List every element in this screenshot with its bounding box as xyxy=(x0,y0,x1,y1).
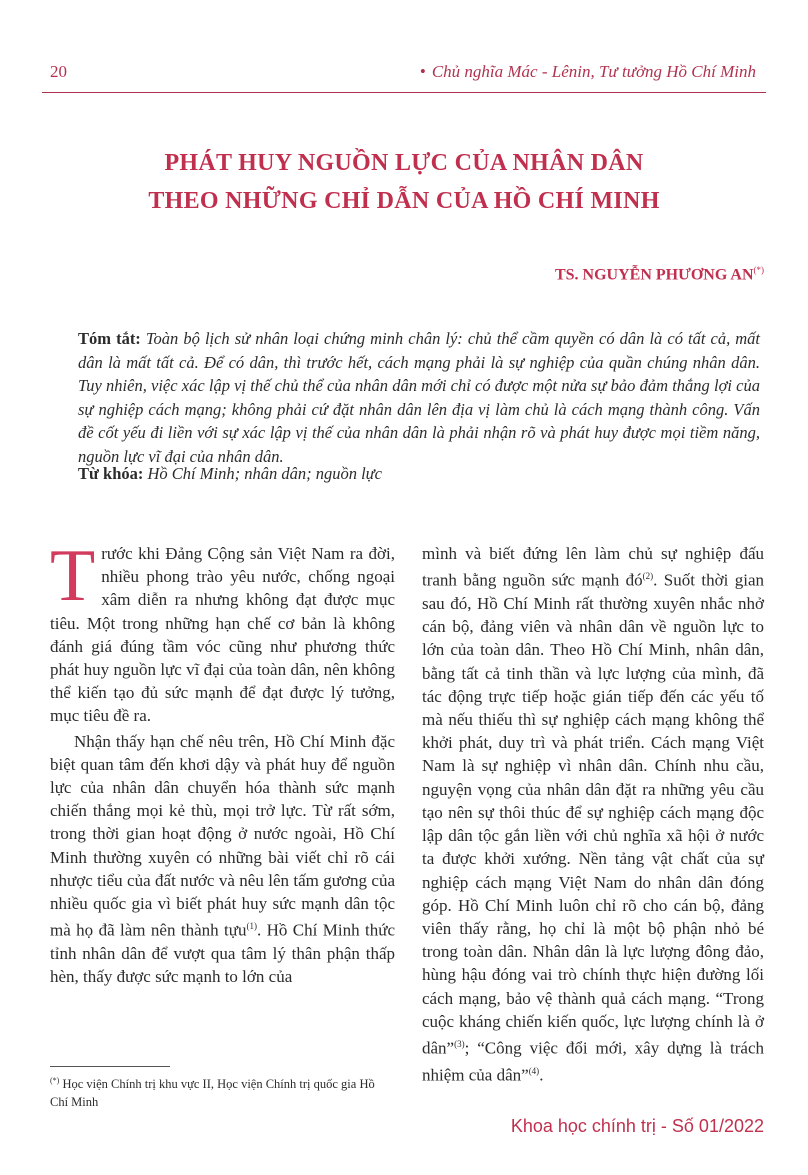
keywords xyxy=(78,464,382,484)
right-text-a: mình và biết đứng lên làm chủ sự nghiệp đấu tranh bằng nguồn sức mạnh đó xyxy=(422,544,764,590)
header-bullet: • xyxy=(419,62,426,81)
paragraph-2 xyxy=(50,730,395,989)
keywords-label: Từ khóa: xyxy=(78,464,144,483)
footnote-divider xyxy=(50,1066,170,1067)
page-number: 20 xyxy=(50,62,67,81)
abstract xyxy=(78,327,760,469)
author xyxy=(555,265,764,284)
right-text-c: ; “Công việc đổi mới, xây dựng là trách nhiệm của dân” xyxy=(422,1038,764,1085)
footnote-mark: (*) xyxy=(50,1076,60,1085)
header-divider xyxy=(42,92,766,93)
journal-section: Chủ nghĩa Mác - Lênin, Tư tưởng Hồ Chí Minh xyxy=(431,62,756,81)
author-name: TS. NGUYỄN PHƯƠNG AN xyxy=(554,266,754,284)
abstract-text: Toàn bộ lịch sử nhân loại chứng minh chân lý: chủ thể cầm quyền có dân là có tất cả, mất dân là mất tất cả. Để có dân, thì trước hết, cách mạng phải là sự nghiệp của quần chúng nhân dân. Tuy nhiên, việc xác lập vị thế chủ thể của nhân dân mới chỉ có được một nửa sự bảo đảm thắng lợi của sự nghiệp cách mạng; không phải cứ đặt nhân dân lên địa vị làm chủ là cách mạng thành công. Vấn đề cốt yếu đi liền với sự xác lập vị thế của nhân dân là phải nhận rõ và phát huy được mọi tiềm năng, nguồn lực vĩ đại của nhân dân. xyxy=(78,329,761,466)
paragraph-1-text: rước khi Đảng Cộng sản Việt Nam ra đời, nhiều phong trào yêu nước, chống ngoại xâm diễn ra nhưng không đạt được mục tiêu. Một trong những hạn chế cơ bản là không đánh giá đúng tầm vóc cũng như phương thức phát huy nguồn lực vĩ đại của toàn dân, nên không thể kiến tạo đủ sức mạnh để đạt được lý tưởng, mục tiêu đề ra. xyxy=(50,544,395,726)
paragraph-2-text-a: Nhận thấy hạn chế nêu trên, Hồ Chí Minh đặc biệt quan tâm đến khơi dậy và phát huy để nguồn lực của nhân dân chuyển hóa thành sức mạnh chiến thắng mọi kẻ thù, mọi trở lực. Từ rất sớm, trong thời gian hoạt động ở nước ngoài, Hồ Chí Minh thường xuyên có những bài viết chỉ rõ cái nhược tiểu của đất nước và nêu lên tấm gương của nhiều quốc gia vì biết phát huy sức mạnh dân tộc mà họ đã làm nên thành tựu xyxy=(50,731,395,940)
journal-issue-footer: Khoa học chính trị - Số 01/2022 xyxy=(510,1116,764,1136)
paragraph-1 xyxy=(50,535,395,728)
paragraph-2-continued xyxy=(422,542,764,1087)
citation-1: (1) xyxy=(246,921,257,932)
running-header xyxy=(420,62,756,82)
article-title-line1: PHÁT HUY NGUỒN LỰC CỦA NHÂN DÂN xyxy=(164,150,644,176)
article-title-line2: THEO NHỮNG CHỈ DẪN CỦA HỒ CHÍ MINH xyxy=(148,188,660,214)
footnote xyxy=(50,1072,390,1111)
body-column-left xyxy=(50,535,395,989)
abstract-label: Tóm tắt: xyxy=(78,329,141,348)
paragraph-2-text-b: . Hồ Chí Minh thức tỉnh nhân dân để vượt qua tâm lý thân phận thấp hèn, thấy được sức mạnh to lớn của xyxy=(50,920,395,987)
citation-3: (3) xyxy=(454,1038,465,1049)
footnote-text: Học viện Chính trị khu vực II, Học viện Chính trị quốc gia Hồ Chí Minh xyxy=(50,1077,375,1110)
right-text-b: . Suốt thời gian sau đó, Hồ Chí Minh rất thường xuyên nhắc nhở cán bộ, đảng viên và nhân dân về nguồn lực to lớn của toàn dân. Theo Hồ Chí Minh, nhân dân, bằng tất cả tinh thần và lực lượng của mình, đã tác động trực tiếp hoặc gián tiếp đến các yếu tố mà nếu thiếu thì sự nghiệp cách mạng không thể khởi phát, duy trì và phát triển. Cách mạng Việt Nam là sự nghiệp vì nhân dân. Chính nhu cầu, nguyện vọng của nhân dân đặt ra những yêu cầu tạo nên sự thôi thúc để sự nghiệp cách mạng độc lập dân tộc gắn liền với chủ nghĩa xã hội ở nước ta được khởi xướng. Nền tảng vật chất của sự nghiệp cách mạng Việt Nam do nhân dân đóng góp. Hồ Chí Minh luôn chỉ rõ cho cán bộ, đảng viên thấy rằng, họ chỉ là một bộ phận nhỏ bé trong toàn dân. Nhân dân là lực lượng đông đảo, hùng hậu đóng vai trò chính thực hiện đường lối cách mạng, bảo vệ thành quả cách mạng. “Trong cuộc kháng chiến kiến quốc, lực lượng chính là ở dân” xyxy=(422,570,764,1058)
keywords-text: Hồ Chí Minh; nhân dân; nguồn lực xyxy=(147,464,382,483)
citation-2: (2) xyxy=(642,571,654,582)
citation-4: (4) xyxy=(528,1065,540,1076)
author-footnote-mark: (*) xyxy=(753,265,764,275)
body-column-right xyxy=(422,542,764,1087)
right-text-d: . xyxy=(539,1065,544,1085)
drop-cap: T xyxy=(50,535,96,617)
